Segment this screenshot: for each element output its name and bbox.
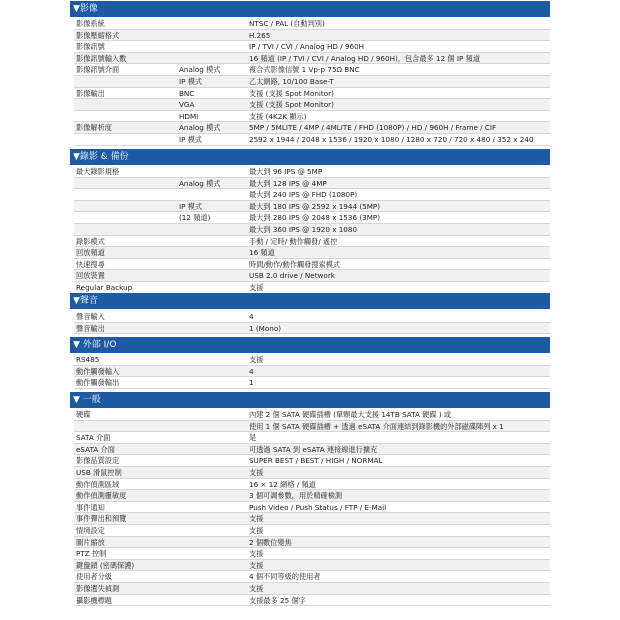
spec-row [74,111,550,123]
spec-row [74,247,550,259]
spec-row [74,467,550,479]
spec-label: 動作偵測區域 [76,479,120,489]
spec-row [74,595,550,607]
spec-row [74,583,550,595]
spec-label: 使用者分級 [76,572,112,582]
spec-value: 最大到 128 IPS @ 4MP [249,178,327,188]
spec-value: 時間/動作/動作觸發搜索模式 [249,259,341,269]
spec-row [74,455,550,467]
spec-row [74,201,550,213]
spec-row [74,18,550,30]
spec-row [74,366,550,378]
spec-mode: IP 模式 [179,135,203,144]
spec-value: 3 個可調參數，用於精確檢測 [249,491,343,501]
spec-label: 情境設定 [76,526,105,535]
section-header: ▼聲音 [70,293,550,309]
spec-label: 影像輸出 [76,88,105,98]
spec-value: 最大到 360 IPS @ 1920 x 1080 [249,225,358,234]
spec-label: 影像遺失偵測 [76,584,120,593]
spec-mode: IP 模式 [179,77,203,86]
spec-row [74,409,550,421]
spec-label: Regular Backup [76,283,133,292]
spec-row [74,444,550,456]
spec-value: H.265 [249,30,271,40]
spec-label: SATA 介面 [76,433,111,443]
spec-value: 最大到 180 IPS @ 2592 x 1944 (5MP) [249,201,381,211]
spec-label: 聲音輸出 [76,323,105,333]
spec-value: 5MP / 5MLITE / 4MP / 4MLITE / FHD (1080P) / HD / 960H / Frame / CIF [249,123,497,133]
spec-label: 聲音輸入 [76,312,105,321]
spec-value: Push Video / Push Status / FTP / E-Mail [249,502,387,512]
spec-row [74,270,550,282]
spec-row [74,53,550,65]
spec-mode: Analog 模式 [179,123,221,133]
spec-mode: Analog 模式 [179,178,221,188]
spec-value: 16 頻道 [249,248,275,258]
spec-label: 影像品質設定 [76,456,120,466]
spec-value: 支援 [249,549,264,559]
spec-row [74,560,550,572]
spec-row [74,537,550,549]
spec-value: 16 頻道 (IP / TVI / CVI / Analog HD / 960H)，包含最多 12 個 IP 頻道 [249,53,481,63]
spec-row [74,479,550,491]
spec-mode: VGA [179,100,195,110]
spec-row [74,311,550,323]
spec-label: 圖片縮放 [76,537,105,547]
spec-label: 動作觸發輸入 [76,366,120,376]
spec-label: 事件彈出和預覽 [76,514,127,524]
spec-label: PTZ 控制 [76,549,107,559]
spec-label: 影像壓縮格式 [76,30,120,40]
spec-label: 影像解析度 [76,123,112,133]
spec-value: 使用 1 個 SATA 硬碟插槽 + 透過 eSATA 介面連結到錄影機的外部磁碟陣列 x 1 [249,421,504,431]
spec-row [74,212,550,224]
spec-row [74,122,550,134]
spec-value: 16 × 12 網格 / 頻道 [249,479,316,489]
spec-mode: BNC [179,88,195,98]
spec-value: 2592 x 1944 / 2048 x 1536 / 1920 x 1080 / 1280 x 720 / 720 x 480 / 352 x 240 [249,135,534,144]
spec-row [74,76,550,88]
spec-value: 支援 (4K2K 顯示) [249,111,307,121]
spec-value: 支援 [249,514,264,524]
spec-value: 最大到 240 IPS @ FHD (1080P) [249,190,358,200]
spec-mode: HDMI [179,111,199,121]
spec-label: 動作偵測靈敏度 [76,491,127,501]
spec-value: 4 個不同等級的使用者 [249,572,321,582]
spec-value: 最大到 96 IPS @ 5MP [249,167,323,176]
spec-value: 內建 2 個 SATA 硬碟插槽 (單顆最大支援 14TB SATA 硬碟 ) 或 [249,410,452,419]
spec-row [74,236,550,248]
spec-value: 手動 / 定時/ 動作觸發/ 遙控 [249,236,338,246]
spec-row [74,432,550,444]
spec-row [74,377,550,389]
spec-value: 2 個數位變焦 [249,537,292,547]
section-header: ▼錄影 & 備份 [70,149,550,165]
spec-value: 支援 [249,355,264,364]
spec-value: 是 [249,433,257,443]
spec-label: 快速搜尋 [76,259,105,269]
spec-mode: (12 頻道) [179,213,211,223]
spec-value: 可透過 SATA 到 eSATA 連接線進行擴充 [249,444,378,454]
spec-value: 乙太網路, 10/100 Base-T [249,77,334,86]
spec-label: 最大錄影規格 [76,167,120,176]
spec-value: 最大到 280 IPS @ 2048 x 1536 (3MP) [249,213,381,223]
spec-row [74,421,550,433]
spec-label: eSATA 介面 [76,444,115,454]
spec-mode: Analog 模式 [179,65,221,75]
spec-row [74,490,550,502]
spec-row [74,224,550,236]
spec-row [74,323,550,335]
spec-value: SUPER BEST / BEST / HIGH / NORMAL [249,456,383,466]
spec-row [74,134,550,146]
spec-row [74,30,550,42]
spec-row [74,354,550,366]
spec-label: 攝影機標題 [76,595,112,605]
spec-value: 支援 [249,468,264,477]
spec-label: USB 滑鼠控制 [76,468,122,477]
spec-label: 硬碟 [76,410,91,419]
spec-value: 支援 [249,283,264,292]
spec-label: 影像訊號輸入數 [76,53,127,63]
spec-value: USB 2.0 drive / Network [249,271,335,281]
spec-row [74,525,550,537]
spec-row [74,189,550,201]
section-header: ▼ 外部 I/O [70,337,550,353]
spec-label: 鍵盤鎖 (密碼保護) [76,560,135,570]
spec-label: 錄影模式 [76,236,105,246]
spec-label: 影像訊號介面 [76,65,120,75]
spec-value: NTSC / PAL (自動判別) [249,19,325,28]
spec-label: 回放裝置 [76,271,105,281]
spec-value: 支援 [249,584,264,593]
spec-value: 4 [249,312,254,321]
spec-value: 支援 (支援 Spot Monitor) [249,100,334,110]
spec-row [74,502,550,514]
spec-value: 1 [249,378,254,388]
spec-mode: IP 模式 [179,201,203,211]
spec-row [74,571,550,583]
spec-value: 複合式影像信號 1 Vp-p 75Ω BNC [249,65,360,75]
spec-label: 事件通知 [76,502,105,512]
spec-value: 支援最多 25 個字 [249,595,306,605]
section-header: ▼影像 [70,1,550,17]
spec-row [74,166,550,178]
spec-row [74,178,550,190]
spec-value: 1 (Mono) [249,323,282,333]
spec-value: IP / TVI / CVI / Analog HD / 960H [249,42,365,52]
spec-label: 影像系統 [76,19,105,28]
spec-row [74,548,550,560]
spec-row [74,41,550,53]
spec-value: 4 [249,366,254,376]
spec-row [74,259,550,271]
spec-label: RS485 [76,355,100,364]
spec-label: 回放頻道 [76,248,105,258]
spec-label: 影像訊號 [76,42,105,52]
spec-label: 動作觸發輸出 [76,378,120,388]
spec-value: 支援 [249,560,264,570]
section-header: ▼ 一般 [70,392,550,408]
spec-row [74,99,550,111]
spec-row [74,88,550,100]
spec-row [74,64,550,76]
spec-row [74,513,550,525]
spec-value: 支援 [249,526,264,535]
spec-row [74,282,550,294]
spec-value: 支援 (支援 Spot Monitor) [249,88,334,98]
